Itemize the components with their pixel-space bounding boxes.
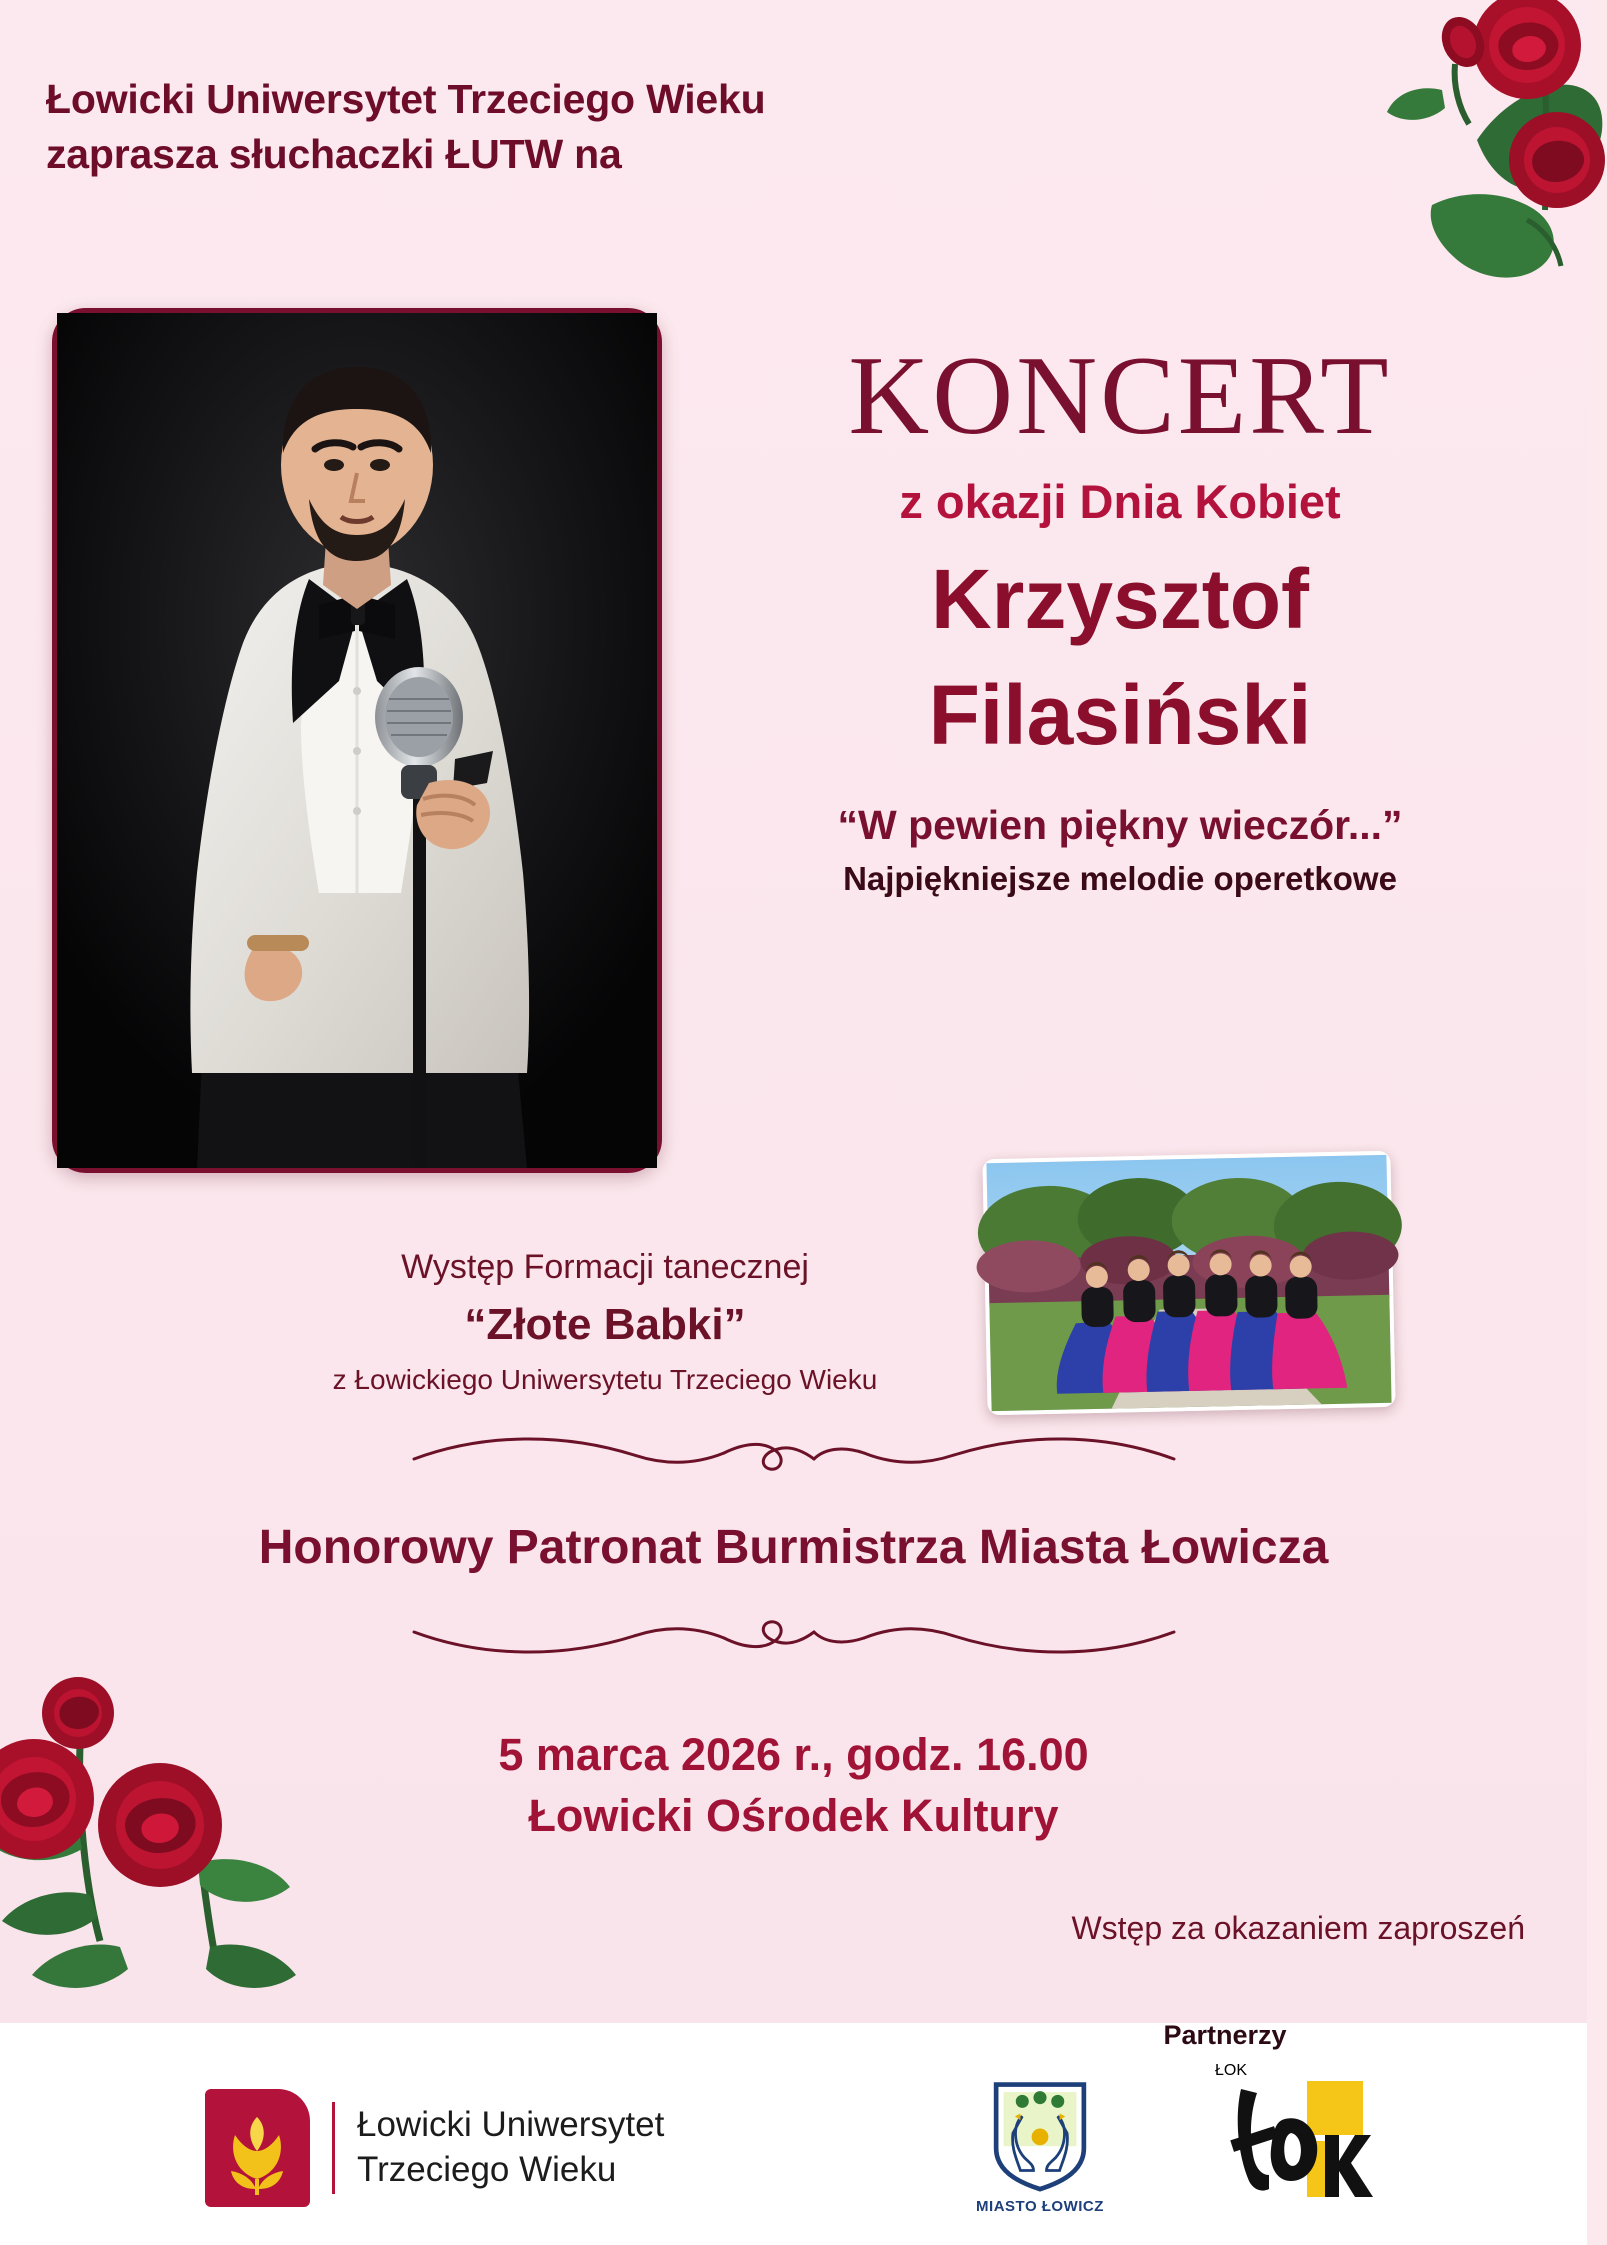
lok-logo bbox=[1215, 2062, 1375, 2203]
dance-line-3: z Łowickiego Uniwersytetu Trzeciego Wieku bbox=[332, 1363, 878, 1395]
event-venue: Łowicki Ośrodek Kultury bbox=[528, 1789, 1059, 1841]
city-logo-caption: MIASTO ŁOWICZ bbox=[976, 2198, 1104, 2215]
tulip-icon bbox=[205, 2089, 310, 2207]
dance-line-1: Występ Formacji tanecznej bbox=[401, 1248, 809, 1286]
city-logo bbox=[975, 2079, 1105, 2215]
header-block bbox=[46, 72, 1196, 183]
dance-formation-text bbox=[245, 1245, 965, 1398]
lok-logo-text: ŁOK bbox=[1215, 2062, 1248, 2079]
event-date: 5 marca 2026 r., godz. 16.00 bbox=[498, 1729, 1089, 1780]
artist-photo bbox=[52, 308, 662, 1173]
logo-divider bbox=[332, 2102, 335, 2194]
occasion-line: z okazji Dnia Kobiet bbox=[899, 475, 1341, 528]
artist-first-name: Krzysztof bbox=[930, 552, 1310, 647]
admission-note: Wstęp za okazaniem zaproszeń bbox=[1071, 1910, 1525, 1946]
utw-logo-line-1: Łowicki Uniwersytet bbox=[357, 2105, 665, 2145]
rose-decoration-icon bbox=[1227, 0, 1607, 320]
concert-text-block bbox=[700, 334, 1540, 899]
partners-label: Partnerzy bbox=[1163, 2020, 1287, 2050]
event-details bbox=[0, 1725, 1587, 1847]
utw-logo bbox=[205, 2089, 664, 2207]
dance-group-name: “Złote Babki” bbox=[464, 1300, 746, 1350]
dance-formation-photo bbox=[982, 1151, 1395, 1415]
patronage-line: Honorowy Patronat Burmistrza Miasta Łowicza bbox=[258, 1521, 1329, 1574]
header-line-1: Łowicki Uniwersytet Trzeciego Wieku bbox=[46, 76, 766, 122]
ornamental-divider-icon bbox=[394, 1425, 1194, 1481]
utw-logo-line-2: Trzeciego Wieku bbox=[357, 2150, 617, 2189]
artist-last-name: Filasiński bbox=[928, 668, 1312, 763]
utw-logo-text bbox=[357, 2103, 664, 2193]
program-quote: “W pewien piękny wieczór...” bbox=[837, 801, 1403, 848]
program-subtitle: Najpiękniejsze melodie operetkowe bbox=[843, 859, 1397, 897]
coat-of-arms-icon bbox=[975, 2079, 1105, 2196]
header-line-2: zaprasza słuchaczki ŁUTW na bbox=[46, 131, 622, 178]
koncert-title: KONCERT bbox=[848, 334, 1392, 458]
ornamental-divider-icon bbox=[394, 1610, 1194, 1666]
